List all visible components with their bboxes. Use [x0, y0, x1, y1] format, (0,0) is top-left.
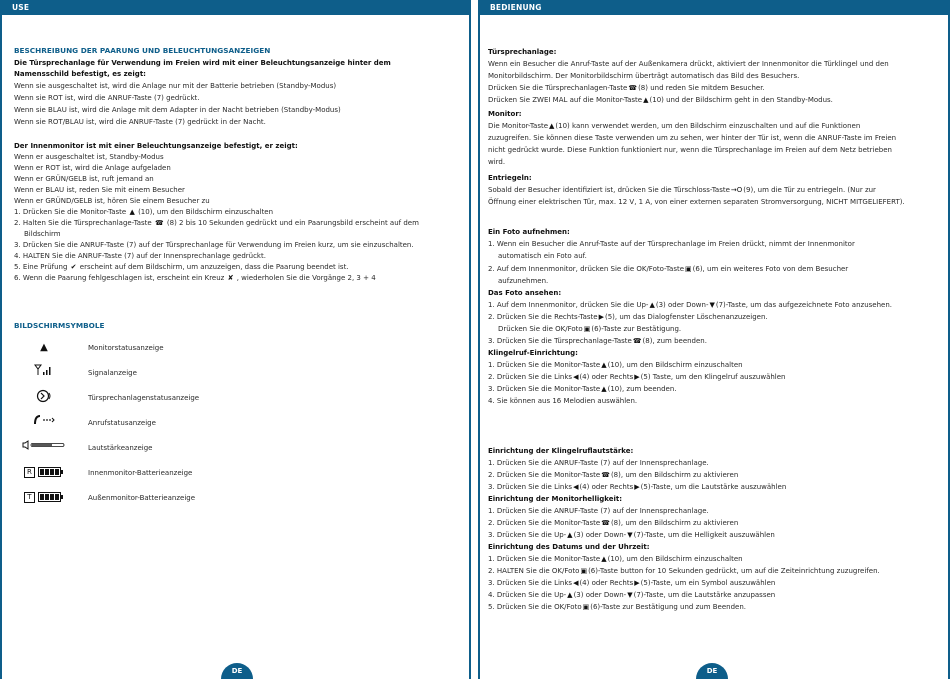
right-arrow-icon: ▶	[598, 313, 604, 321]
date-line	[488, 566, 942, 577]
step-text: , wiederholen Sie die Vorgänge 2, 3 + 4	[236, 274, 376, 282]
text: (7)-Taste, um die Lautstärke anzupassen	[633, 591, 776, 599]
cross-icon: ✘	[227, 274, 234, 282]
right-body	[478, 15, 950, 679]
outdoor-heading-line1: Die Türsprechanlage für Verwendung im Freien wird mit einer Beleuchtungsanzeige hinter dem	[14, 59, 391, 67]
symbol-row	[14, 464, 314, 482]
photo-take-line: 1. Wenn ein Besucher die Anruf-Taste auf der Türsprechanlage im Freien drückt, nimmt der Innenmonitor	[488, 240, 855, 248]
indoor-battery-icon	[14, 464, 74, 482]
text: (10) kann verwendet werden, um den Bildschirm einzuschalten und auf die Funktionen	[555, 122, 861, 130]
right-arrow-icon: ▶	[634, 483, 640, 491]
left-header: USE	[0, 0, 471, 15]
intercom-line: Wenn ein Besucher die Anruf-Taste auf der Außenkamera drückt, aktiviert der Innenmonitor die Türklingel und den	[488, 60, 889, 68]
text: (8), um den Bildschirm zu aktivieren	[610, 519, 739, 527]
text: 3. Drücken Sie die Monitor-Taste	[488, 385, 601, 393]
photo-take-line: aufzunehmen.	[498, 277, 549, 285]
camera-icon: ▣	[580, 567, 588, 575]
intercom-line	[488, 83, 942, 94]
handset-icon: ☎	[154, 219, 164, 227]
indoor-line: Wenn er ausgeschaltet ist, Standby-Modus	[14, 153, 164, 161]
text: (4) oder Rechts	[579, 483, 634, 491]
photo-take-line: automatisch ein Foto auf.	[498, 252, 587, 260]
right-column	[478, 0, 950, 679]
right-arrow-icon: ▶	[634, 579, 640, 587]
text: (5) Taste, um den Klingelruf auszuwählen	[640, 373, 786, 381]
signal-icon	[14, 364, 74, 383]
date-line	[488, 578, 942, 589]
text: (6)-Taste zur Bestätigung.	[591, 325, 682, 333]
person-icon: ▲	[643, 96, 649, 104]
text: 3. Drücken Sie die Türsprechanlage-Taste	[488, 337, 632, 345]
text: 2. Auf dem Innenmonitor, drücken Sie die OK/Foto-Taste	[488, 265, 685, 273]
text: 2. Drücken Sie die Rechts-Taste	[488, 313, 598, 321]
down-arrow-icon: ▼	[627, 591, 633, 599]
outdoor-line: Wenn sie ROT/BLAU ist, wird die ANRUF-Taste (7) gedrückt in der Nacht.	[14, 118, 266, 126]
symbol-label: Außenmonitor-Batterieanzeige	[88, 494, 196, 502]
text: (7)-Taste, um die Helligkeit auszuwählen	[633, 531, 775, 539]
brightness-line: 1. Drücken Sie die ANRUF-Taste (7) auf der Innensprechanlage.	[488, 507, 709, 515]
volume-line	[488, 470, 942, 481]
text: (3) oder Down-	[573, 591, 627, 599]
symbol-row	[14, 489, 314, 507]
text: (4) oder Rechts	[579, 373, 634, 381]
ring-heading: Klingelruf-Einrichtung:	[488, 349, 578, 357]
person-icon: ▲	[129, 208, 135, 216]
right-header: BEDIENUNG	[478, 0, 950, 15]
pairing-step-1	[14, 207, 463, 218]
left-page-badge: DE	[221, 663, 253, 679]
up-arrow-icon: ▲	[649, 301, 655, 309]
person-icon: ▲	[601, 361, 607, 369]
text: Die Monitor-Taste	[488, 122, 549, 130]
text: (8), zum beenden.	[642, 337, 707, 345]
pairing-step-2-cont: Bildschirm	[24, 230, 61, 238]
handset-icon: ☎	[601, 519, 610, 527]
intercom-line	[488, 95, 942, 106]
monitor-line	[488, 121, 942, 132]
text: (4) oder Rechts	[579, 579, 634, 587]
text: 1. Drücken Sie die Monitor-Taste	[488, 555, 601, 563]
photo-view-line	[498, 324, 942, 335]
text: (6)-Taste zur Bestätigung und zum Beenden.	[590, 603, 747, 611]
text: (5)-Taste, um ein Symbol auszuwählen	[640, 579, 776, 587]
outdoor-battery-letter: T	[24, 492, 35, 503]
date-heading: Einrichtung des Datums und der Uhrzeit:	[488, 543, 650, 551]
text: 3. Drücken Sie die Up-	[488, 531, 567, 539]
person-icon: ▲	[549, 122, 555, 130]
unlock-heading: Entriegeln:	[488, 174, 532, 182]
left-arrow-icon: ◀	[573, 373, 579, 381]
symbol-row	[14, 439, 314, 457]
monitor-line: wird.	[488, 158, 506, 166]
text: 2. HALTEN Sie die OK/Foto	[488, 567, 580, 575]
ring-line	[488, 360, 942, 371]
outdoor-heading-line2: Namensschild befestigt, es zeigt:	[14, 70, 146, 78]
indoor-line: Wenn er BLAU ist, reden Sie mit einem Besucher	[14, 186, 185, 194]
text: Drücken Sie ZWEI MAL auf die Monitor-Taste	[488, 96, 643, 104]
intercom-status-icon	[14, 389, 74, 410]
symbol-label: Türsprechanlagenstatusanzeige	[88, 394, 200, 402]
person-icon: ▲	[601, 555, 607, 563]
photo-view-line	[488, 336, 942, 347]
up-arrow-icon: ▲	[567, 591, 573, 599]
text: (3) oder Down-	[573, 531, 627, 539]
unlock-line: Öffnung einer elektrischen Tür, max. 12 V, 1 A, von einer externen separaten Stromversorgung, NICHT MITGELIEFERT).	[488, 198, 905, 206]
symbol-row	[14, 414, 314, 432]
text: (7)-Taste, um das aufgezeichnete Foto anzusehen.	[715, 301, 892, 309]
text: (10) und der Bildschirm geht in den Standby-Modus.	[649, 96, 833, 104]
text: Drücken Sie die Türsprechanlagen-Taste	[488, 84, 628, 92]
text: 1. Drücken Sie die Monitor-Taste	[488, 361, 601, 369]
left-arrow-icon: ◀	[573, 579, 579, 587]
text: (5), um das Dialogfenster Löschenanzuzeigen.	[604, 313, 768, 321]
text: (10), zum beenden.	[607, 385, 677, 393]
photo-take-line	[488, 264, 942, 275]
text: (8) und reden Sie mitdem Besucher.	[638, 84, 765, 92]
date-line	[488, 602, 942, 613]
camera-icon: ▣	[583, 325, 591, 333]
photo-view-line	[488, 312, 942, 323]
outdoor-line: Wenn sie ausgeschaltet ist, wird die Anlage nur mit der Batterie betrieben (Standby-Modus)	[14, 82, 337, 90]
text: (10), um den Bildschirm einzuschalten	[607, 555, 743, 563]
date-line	[488, 554, 942, 565]
camera-icon: ▣	[582, 603, 590, 611]
text: 3. Drücken Sie die Links	[488, 483, 573, 491]
text: (3) oder Down-	[655, 301, 709, 309]
unlock-line	[488, 185, 942, 196]
text: (8), um den Bildschirm zu aktivieren	[610, 471, 739, 479]
monitor-line: nicht gedrückt wurde. Diese Funktion funktioniert nur, wenn die Türsprechanlage im Freien auf dem Netz betrieben	[488, 146, 892, 154]
text: 2. Drücken Sie die Monitor-Taste	[488, 471, 601, 479]
outdoor-line: Wenn sie ROT ist, wird die ANRUF-Taste (7) gedrückt.	[14, 94, 200, 102]
text: 5. Drücken Sie die OK/Foto	[488, 603, 582, 611]
step-text: 6. Wenn die Paarung fehlgeschlagen ist, erscheint ein Kreuz	[14, 274, 225, 282]
symbol-label: Monitorstatusanzeige	[88, 344, 164, 352]
volume-heading: Einrichtung der Klingelruflautstärke:	[488, 447, 634, 455]
indoor-line: Wenn er GRÜN/GELB ist, ruft jemand an	[14, 175, 154, 183]
handset-icon: ☎	[628, 84, 638, 92]
pairing-step-2	[14, 218, 463, 229]
left-frame-line-right	[469, 15, 471, 679]
left-arrow-icon: ◀	[573, 483, 579, 491]
photo-view-heading: Das Foto ansehen:	[488, 289, 562, 297]
handset-icon: ☎	[601, 471, 610, 479]
indoor-battery-letter: R	[24, 467, 35, 478]
person-icon: ▲	[40, 342, 48, 353]
text: (6)-Taste button for 10 Sekunden gedrückt, um auf die Zeiteinrichtung zuzugreifen.	[588, 567, 880, 575]
symbol-label: Signalanzeige	[88, 369, 137, 377]
symbol-row	[14, 339, 314, 357]
left-frame-line	[0, 15, 2, 679]
left-body	[0, 15, 471, 679]
pairing-step-4: 4. HALTEN Sie die ANRUF-Taste (7) auf der Innensprechanlage gedrückt.	[14, 252, 266, 260]
step-text: 2. Halten Sie die Türsprechanlage-Taste	[14, 219, 152, 227]
pairing-step-6	[14, 273, 463, 284]
ring-line: 4. Sie können aus 16 Melodien auswählen.	[488, 397, 638, 405]
text: 2. Drücken Sie die Monitor-Taste	[488, 519, 601, 527]
text: 2. Drücken Sie die Links	[488, 373, 573, 381]
intercom-line: Monitorbildschirm. Der Monitorbildschirm überträgt automatisch das Bild des Besuchers.	[488, 72, 800, 80]
outdoor-battery-icon	[14, 489, 74, 507]
camera-icon: ▣	[685, 265, 692, 273]
down-arrow-icon: ▼	[627, 531, 633, 539]
monitor-heading: Monitor:	[488, 110, 522, 118]
symbol-label: Lautstärkeanzeige	[88, 444, 153, 452]
pairing-step-5	[14, 262, 463, 273]
step-text: 1. Drücken Sie die Monitor-Taste	[14, 208, 127, 216]
brightness-line	[488, 518, 942, 529]
monitor-line: zuzugreifen. Sie können diese Taste verwenden um zu sehen, wer hinter der Tür ist, wenn die ANRUF-Taste im Freien	[488, 134, 897, 142]
key-icon: →O	[730, 186, 743, 194]
indoor-line: Wenn er ROT ist, wird die Anlage aufgeladen	[14, 164, 171, 172]
handset-icon: ☎	[632, 337, 642, 345]
text: 1. Auf dem Innenmonitor, drücken Sie die Up-	[488, 301, 649, 309]
down-arrow-icon: ▼	[709, 301, 715, 309]
symbol-label: Innenmonitor-Batterieanzeige	[88, 469, 193, 477]
outdoor-line: Wenn sie BLAU ist, wird die Anlage mit dem Adapter in der Nacht betrieben (Standby-Modus)	[14, 106, 341, 114]
step-text: 5. Eine Prüfung	[14, 263, 68, 271]
brightness-heading: Einrichtung der Monitorhelligkeit:	[488, 495, 623, 503]
up-arrow-icon: ▲	[567, 531, 573, 539]
volume-line: 1. Drücken Sie die ANRUF-Taste (7) auf der Innensprechanlage.	[488, 459, 709, 467]
brightness-line	[488, 530, 942, 541]
left-column	[0, 0, 471, 679]
indoor-line: Wenn er GRÜND/GELB ist, hören Sie einem Besucher zu	[14, 197, 210, 205]
indoor-heading: Der Innenmonitor ist mit einer Beleuchtungsanzeige befestigt, er zeigt:	[14, 142, 298, 150]
right-arrow-icon: ▶	[634, 373, 640, 381]
date-line	[488, 590, 942, 601]
symbol-label: Anrufstatusanzeige	[88, 419, 156, 427]
step-text: (8) 2 bis 10 Sekunden gedrückt und ein Paarungsbild erscheint auf dem	[166, 219, 419, 227]
intercom-heading: Türsprechanlage:	[488, 48, 557, 56]
call-status-icon	[14, 414, 74, 433]
ring-line	[488, 372, 942, 383]
text: (6), um ein weiteres Foto von dem Besucher	[692, 265, 849, 273]
right-frame-line	[478, 15, 480, 679]
text: 4. Drücken Sie die Up-	[488, 591, 567, 599]
text: 3. Drücken Sie die Links	[488, 579, 573, 587]
photo-view-line	[488, 300, 942, 311]
step-text: (10), um den Bildschirm einzuschalten	[138, 208, 274, 216]
text: (5)-Taste, um die Lautstärke auszuwählen	[640, 483, 787, 491]
volume-icon	[14, 439, 74, 457]
check-icon: ✔	[70, 263, 77, 271]
right-page-badge: DE	[696, 663, 728, 679]
step-text: erscheint auf dem Bildschirm, um anzuzeigen, dass die Paarung beendet ist.	[79, 263, 349, 271]
symbol-row	[14, 364, 314, 382]
text: (9), um die Tür zu entriegeln. (Nur zur	[743, 186, 876, 194]
text: Drücken Sie die OK/Foto	[498, 325, 583, 333]
ring-line	[488, 384, 942, 395]
symbol-row	[14, 389, 314, 407]
section-heading-symbols: BILDSCHIRMSYMBOLE	[14, 321, 105, 330]
photo-take-heading: Ein Foto aufnehmen:	[488, 228, 570, 236]
person-icon: ▲	[601, 385, 607, 393]
text: (10), um den Bildschirm einzuschalten	[607, 361, 743, 369]
text: Sobald der Besucher identifiziert ist, drücken Sie die Türschloss-Taste	[488, 186, 730, 194]
pairing-step-3: 3. Drücken Sie die ANRUF-Taste (7) auf der Türsprechanlage für Verwendung im Freien kurz, um sie einzuschalten.	[14, 241, 414, 249]
volume-line	[488, 482, 942, 493]
section-heading-pairing: BESCHREIBUNG DER PAARUNG UND BELEUCHTUNGSANZEIGEN	[14, 46, 271, 55]
